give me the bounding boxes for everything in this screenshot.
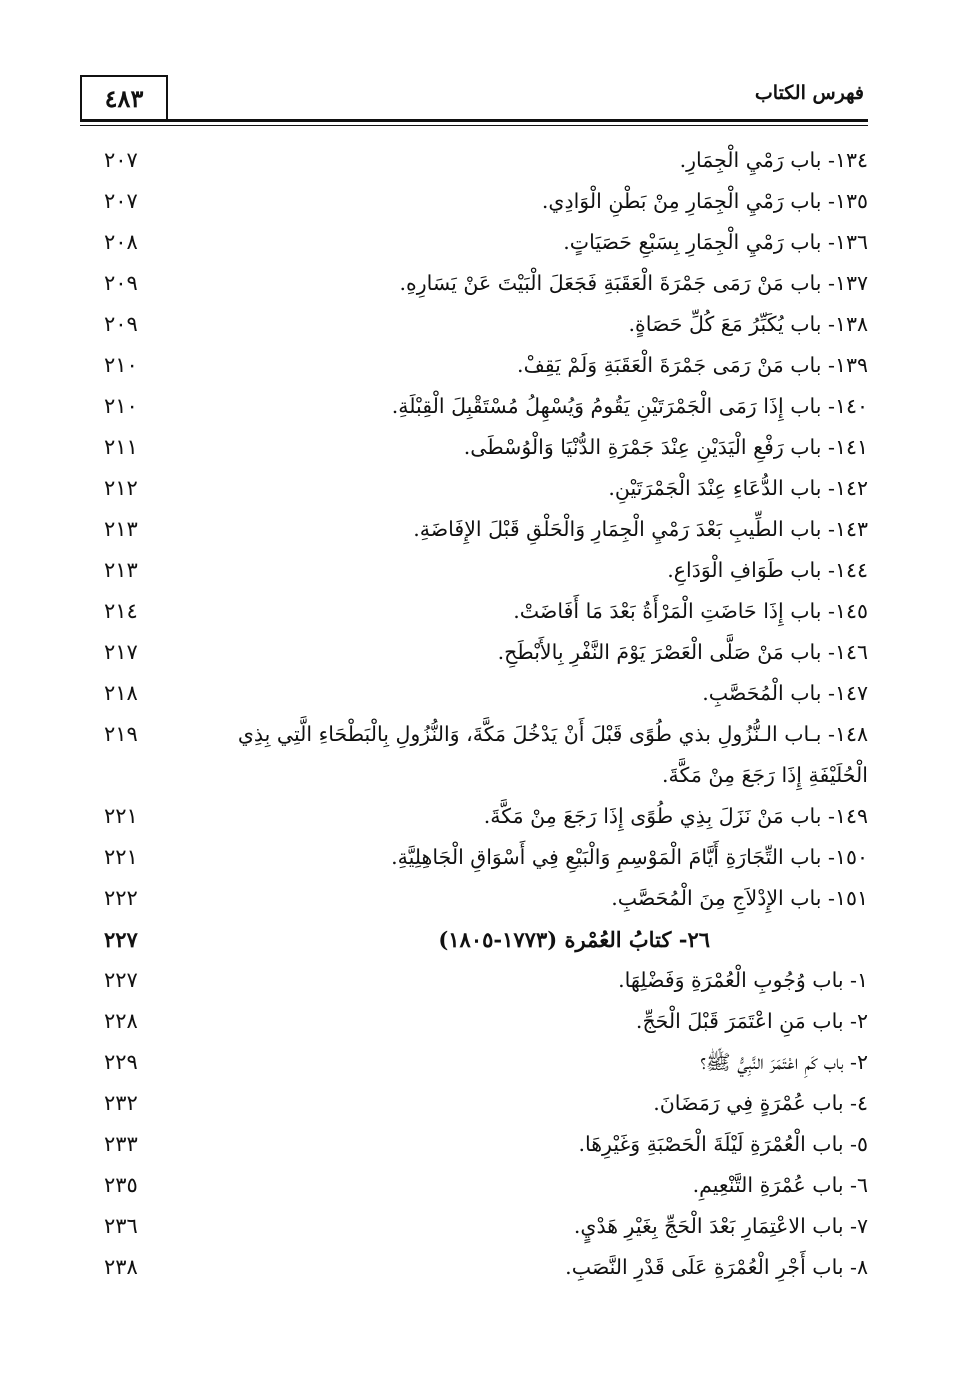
entry-title: ٤- باب عُمْرَةٍ فِي رَمَضَانَ. <box>653 1091 868 1115</box>
running-header: فهرس الكتاب <box>754 82 864 104</box>
entry-title: ١٤٧- باب الْمُحَصَّبِ. <box>702 681 868 705</box>
entry-title: ١٣٤- باب رَمْيِ الْجِمَارِ. <box>679 148 868 172</box>
toc-entry <box>92 427 868 468</box>
toc-entry <box>92 714 868 796</box>
entry-title: ١٥٠- باب التِّجَارَةِ أَيَّامَ الْمَوْسِمِ وَالْبَيْعِ فِي أَسْوَاقِ الْجَاهِلِيَّةِ. <box>391 845 868 869</box>
entry-page-number: ٢١٢ <box>104 476 138 500</box>
entry-title: ١٤٩- باب مَنْ نَزَلَ بِذِي طُوًى إِذَا رَجَعَ مِنْ مَكَّةَ. <box>483 804 868 828</box>
toc-entry <box>92 140 868 181</box>
toc-entry <box>92 1206 868 1247</box>
toc-entry <box>92 263 868 304</box>
entry-title: ٦- باب عُمْرَةِ التَّنْعِيمِ. <box>692 1173 868 1197</box>
toc-entry <box>92 468 868 509</box>
toc-entry <box>92 837 868 878</box>
entry-page-number: ٢٠٨ <box>104 230 138 254</box>
entry-page-number: ٢١٠ <box>104 353 138 377</box>
entry-page-number: ٢٣٣ <box>104 1132 138 1156</box>
entry-page-number: ٢٢٧ <box>104 927 138 952</box>
entry-title: ١٤١- باب رَفْعِ الْيَدَيْنِ عِنْدَ جَمْرَةِ الدُّنْيَا وَالْوُسْطَى. <box>463 435 868 459</box>
entry-title: ٥- باب الْعُمْرَةِ لَيْلَةَ الْحَصْبَةِ وَغَيْرِهَا. <box>578 1132 868 1156</box>
entry-page-number: ٢٣٢ <box>104 1091 138 1115</box>
entry-page-number: ٢٣٦ <box>104 1214 138 1238</box>
entry-page-number: ٢٣٨ <box>104 1255 138 1279</box>
toc-entry <box>92 878 868 919</box>
entry-title: ٨- باب أَجْرِ الْعُمْرَةِ عَلَى قَدْرِ النَّصَبِ. <box>565 1255 868 1279</box>
entry-page-number: ٢٠٩ <box>104 271 138 295</box>
toc-entry <box>92 304 868 345</box>
toc-entry <box>92 222 868 263</box>
table-of-contents <box>92 140 868 1288</box>
toc-entry <box>92 1247 868 1288</box>
entry-title: ١٣٦- باب رَمْيِ الْجِمَارِ بِسَبْعِ حَصَيَاتٍ. <box>563 230 868 254</box>
entry-page-number: ٢٢١ <box>104 845 138 869</box>
toc-entry <box>92 550 868 591</box>
entry-title: ١٤٣- باب الطِّيبِ بَعْدَ رَمْيِ الْجِمَارِ وَالْحَلْقِ قَبْلَ الإِفَاضَةِ. <box>413 517 868 541</box>
toc-entry <box>92 1165 868 1206</box>
entry-page-number: ٢١٨ <box>104 681 138 705</box>
entry-page-number: ٢٢٩ <box>104 1050 138 1074</box>
entry-title: ١٣٨- باب يُكَبِّرُ مَعَ كُلِّ حَصَاةٍ. <box>628 312 868 336</box>
entry-page-number: ٢١٣ <box>104 558 138 582</box>
toc-entry <box>92 1001 868 1042</box>
toc-entry <box>92 1083 868 1124</box>
page-number-box <box>80 75 168 119</box>
entry-title: ٢- باب مَنِ اعْتَمَرَ قَبْلَ الْحَجِّ. <box>635 1009 868 1033</box>
section-heading-row <box>92 919 868 960</box>
entry-title: ١٤٥- باب إِذَا حَاضَتِ الْمَرْأَةُ بَعْدَ مَا أَفَاضَتْ. <box>513 599 868 623</box>
entry-page-number: ٢٢١ <box>104 804 138 828</box>
entry-page-number: ٢١٤ <box>104 599 138 623</box>
toc-entry <box>92 1124 868 1165</box>
entry-page-number: ٢٠٧ <box>104 148 138 172</box>
toc-entry <box>92 591 868 632</box>
entry-title: ١٤٨- بـاب الـنُّزُولِ بذي طُوًى قَبْلَ أَنْ يَدْخُلَ مَكَّةَ، وَالنُّزُولِ بِالْبَطْحَاءِ الَّتِي بِذِي الْحُلَيْفَةِ إِذَا رَجَعَ مِنْ مَكَّةَ. <box>237 722 868 787</box>
entry-title: ١٤٤- باب طَوَافِ الْوَدَاعِ. <box>667 558 868 582</box>
toc-entry <box>92 1042 868 1083</box>
toc-entry <box>92 345 868 386</box>
entry-page-number: ٢١٧ <box>104 640 138 664</box>
entry-page-number: ٢٣٥ <box>104 1173 138 1197</box>
page-number: ٤٨٣ <box>104 83 144 113</box>
entry-page-number: ٢٠٩ <box>104 312 138 336</box>
entry-title: ١٣٥- باب رَمْيِ الْجِمَارِ مِنْ بَطْنِ الْوَادِي. <box>541 189 868 213</box>
entry-title: ٢- باب كَمِ اعْتَمَرَ النَّبِيُّ ﷺ؟ <box>700 1050 868 1074</box>
entry-title: ١٥١- باب الإِدْلاَجِ مِنَ الْمُحَصَّبِ. <box>611 886 868 910</box>
entry-page-number: ٢١٣ <box>104 517 138 541</box>
toc-entry <box>92 796 868 837</box>
toc-entry <box>92 181 868 222</box>
toc-entry <box>92 960 868 1001</box>
entry-page-number: ٢٢٨ <box>104 1009 138 1033</box>
entry-title: ١٣٧- باب مَنْ رَمَى جَمْرَةَ الْعَقَبَةِ فَجَعَلَ الْبَيْتَ عَنْ يَسَارِهِ. <box>399 271 868 295</box>
section-heading: ٢٦- كتابُ العُمْرة (١٧٧٣-١٨٠٥) <box>438 927 710 952</box>
entry-title: ١- باب وُجُوبِ الْعُمْرَةِ وَفَضْلِهَا. <box>618 968 868 992</box>
entry-page-number: ٢٢٢ <box>104 886 138 910</box>
entry-title: ٧- باب الاعْتِمَارِ بَعْدَ الْحَجِّ بِغَيْرِ هَدْيٍ. <box>573 1214 868 1238</box>
entry-page-number: ٢١٩ <box>104 722 138 746</box>
entry-title: ١٤٦- باب مَنْ صَلَّى الْعَصْرَ يَوْمَ النَّفْرِ بِالأَبْطَحِ. <box>497 640 868 664</box>
header-rule-thick <box>80 119 868 122</box>
toc-entry <box>92 386 868 427</box>
entry-page-number: ٢١١ <box>104 435 138 459</box>
entry-title: ١٤٠- باب إِذَا رَمَى الْجَمْرَتَيْنِ يَقُومُ وَيُسْهِلُ مُسْتَقْبِلَ الْقِبْلَةِ. <box>391 394 868 418</box>
entry-page-number: ٢١٠ <box>104 394 138 418</box>
toc-entry <box>92 673 868 714</box>
entry-title: ١٤٢- باب الدُّعَاءِ عِنْدَ الْجَمْرَتَيْنِ. <box>608 476 868 500</box>
header-rule-thin <box>80 125 868 126</box>
toc-entry <box>92 509 868 550</box>
entry-title: ١٣٩- باب مَنْ رَمَى جَمْرَةَ الْعَقَبَةِ وَلَمْ يَقِفْ. <box>517 353 868 377</box>
entry-page-number: ٢٢٧ <box>104 968 138 992</box>
toc-entry <box>92 632 868 673</box>
entry-page-number: ٢٠٧ <box>104 189 138 213</box>
